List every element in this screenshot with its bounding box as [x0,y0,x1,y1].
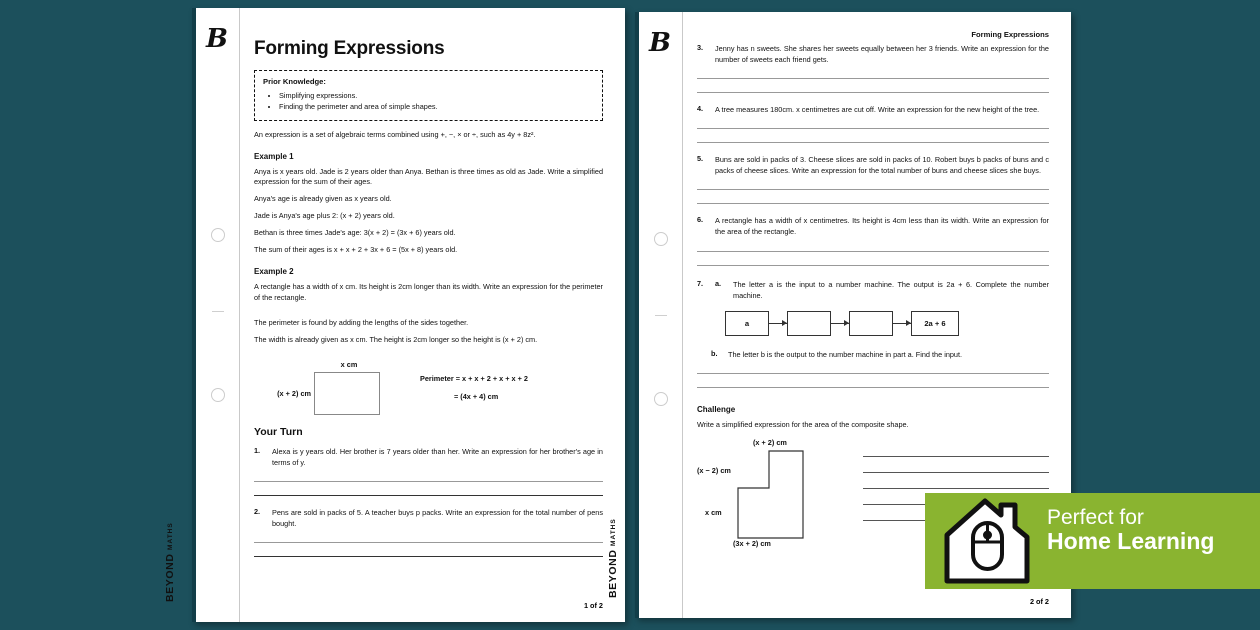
badge-line-1: Perfect for [1047,506,1144,529]
page-title: Forming Expressions [254,38,445,59]
expression-definition: An expression is a set of algebraic terms combined using +, −, × or ÷, such as 4y + 8z². [254,129,536,139]
rectangle-shape [314,372,380,415]
example-1-heading: Example 1 [254,151,294,161]
beyond-logo-icon: B [206,24,228,54]
prior-knowledge-list [279,90,594,113]
question-text: Buns are sold in packs of 3. Cheese slices are sold in packs of 10. Robert buys b packs of buns and c packs of cheese slices. Write an expression for the total number of buns and cheese slices she buys. [715,155,1049,176]
machine-operation-box-1[interactable] [787,311,831,336]
beyond-logo-icon: B [649,28,671,58]
machine-operation-box-2[interactable] [849,311,893,336]
home-learning-badge [925,493,1260,589]
question-text: A rectangle has a width of x centimetres. Its height is 4cm less than its width. Write an expression for the area of the rectangle. [715,216,1049,237]
hole-punch-icon [654,232,668,246]
your-turn-heading: Your Turn [254,425,303,438]
question-1 [254,446,603,468]
example-1-prompt: Anya is x years old. Jade is 2 years older than Anya. Bethan is three times as old as Jade. Write a simplified expression for the sum of their ages. [254,166,603,187]
question-number: 2. [254,507,261,517]
question-number: 4. [697,104,704,114]
prior-knowledge-heading: Prior Knowledge: [263,77,326,86]
question-6 [697,215,1049,237]
answer-line[interactable] [254,495,603,496]
answer-line[interactable] [863,456,1049,457]
question-4 [697,104,1049,115]
composite-top-label: (x + 2) cm [753,437,787,447]
beyond-maths-vertical-brand [607,514,619,598]
answer-line[interactable] [863,488,1049,489]
page-footer-number: 1 of 2 [583,601,603,610]
question-7a [697,279,1049,301]
question-number: 5. [697,154,704,164]
question-text: The letter a is the input to a number machine. The output is 2a + 6. Complete the number machine. [733,279,1049,300]
answer-line[interactable] [697,265,1049,266]
hole-punch-icon [654,392,668,406]
brand-sub: MATHS [167,522,174,550]
machine-output-box: 2a + 6 [911,311,959,336]
page1-content [240,8,625,622]
answer-line[interactable] [254,556,603,557]
question-number: 7. [697,278,704,288]
question-text: The letter b is the output to the number machine in part a. Find the input. [728,349,963,359]
rectangle-diagram [254,360,404,415]
answer-line[interactable] [254,542,603,543]
answer-line[interactable] [697,78,1049,79]
prior-knowledge-box [254,70,603,121]
challenge-prompt: Write a simplified expression for the area of the composite shape. [697,419,909,429]
example-2-heading: Example 2 [254,267,294,277]
perimeter-working [420,360,528,401]
question-5 [697,154,1049,176]
example-1-step: Bethan is three times Jade's age: 3(x + 2) = (3x + 6) years old. [254,228,456,238]
number-machine-diagram [725,311,1049,336]
hole-punch-icon [211,228,225,242]
question-text: Alexa is y years old. Her brother is 7 years older than her. Write an expression for her brother's age in terms of y. [272,446,603,467]
composite-shape-diagram [697,438,857,550]
perimeter-line-1: Perimeter = x + x + 2 + x + x + 2 [420,373,528,383]
example-1-step: Anya's age is already given as x years old. [254,194,392,204]
hole-punch-icon [211,388,225,402]
brand-sub: MATHS [610,518,617,546]
question-text: Jenny has n sweets. She shares her sweets equally between her 3 friends. Write an expression for the number of sweets each friend gets. [715,44,1049,65]
composite-bottom-label: (3x + 2) cm [733,538,771,548]
beyond-maths-vertical-brand [164,518,176,602]
example-2-prompt: A rectangle has a width of x cm. Its height is 2cm longer than its width. Write an expression for the perimeter of the rectangle. [254,282,603,303]
page-footer-number: 2 of 2 [1029,597,1049,606]
question-part-label: b. [711,348,718,358]
question-number: 3. [697,43,704,52]
example-1-step: Jade is Anya's age plus 2: (x + 2) years old. [254,211,395,221]
example-2-figure [254,360,603,415]
answer-line[interactable] [254,481,603,482]
answer-line[interactable] [697,92,1049,93]
question-text: A tree measures 180cm. x centimetres are cut off. Write an expression for the new height of the tree. [715,105,1040,115]
brand-main: BEYOND [164,553,176,602]
answer-line[interactable] [697,387,1049,388]
question-7b [711,349,1049,360]
challenge-heading: Challenge [697,404,736,414]
question-part-label: a. [715,278,722,288]
rectangle-top-label: x cm [340,359,358,369]
brand-main: BEYOND [607,549,619,598]
page1-binder-strip [164,8,240,622]
composite-left-lower-label: x cm [705,507,722,517]
question-text: Pens are sold in packs of 5. A teacher buys p packs. Write an expression for the total number of pens bought. [272,508,603,529]
badge-text [1047,507,1214,553]
machine-input-box[interactable]: a [725,311,769,336]
answer-line[interactable] [697,142,1049,143]
page2-binder-strip [607,12,683,618]
question-number: 1. [254,445,261,455]
perimeter-line-2: = (4x + 4) cm [454,391,499,401]
house-mouse-icon [941,495,1037,587]
arrow-right-icon [769,323,787,324]
badge-line-2: Home Learning [1047,528,1215,555]
composite-shape-outline [737,450,817,540]
arrow-right-icon [893,323,911,324]
question-3 [697,43,1049,65]
arrow-right-icon [831,323,849,324]
rectangle-left-label: (x + 2) cm [277,388,311,398]
answer-line[interactable] [697,189,1049,190]
list-item: • Finding the perimeter and area of simple shapes. [279,101,594,112]
answer-line[interactable] [697,203,1049,204]
worksheet-page-1[interactable] [164,8,625,622]
answer-line[interactable] [697,251,1049,252]
question-number: 6. [697,215,704,225]
answer-line[interactable] [697,373,1049,374]
example-1-step: The sum of their ages is x + x + 2 + 3x + 6 = (5x + 8) years old. [254,245,458,255]
example-2-step: The perimeter is found by adding the lengths of the sides together. [254,318,469,328]
answer-line[interactable] [697,128,1049,129]
answer-line[interactable] [863,472,1049,473]
binder-dash-icon [655,315,667,316]
list-item: • Simplifying expressions. [279,90,594,101]
binder-dash-icon [212,311,224,312]
example-2-step: The width is already given as x cm. The height is 2cm longer so the height is (x + 2) cm. [254,334,538,344]
question-2 [254,507,603,529]
running-head: Forming Expressions [971,30,1049,39]
composite-left-upper-label: (x − 2) cm [697,465,731,475]
